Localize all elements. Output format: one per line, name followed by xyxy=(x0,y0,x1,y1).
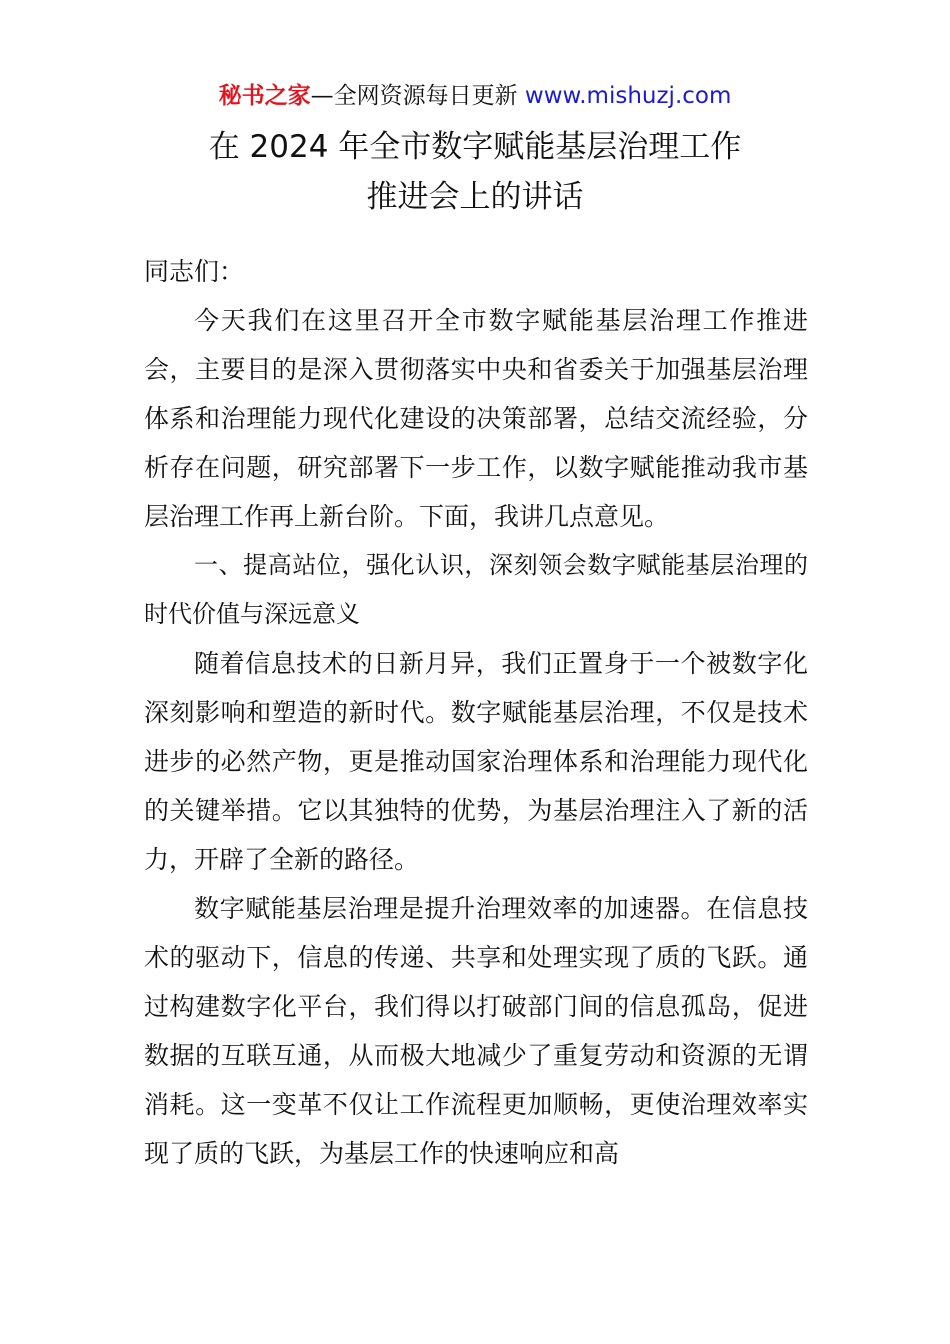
document-body xyxy=(144,247,808,1178)
salutation: 同志们： xyxy=(144,257,245,286)
document-title-line-1: 在 2024 年全市数字赋能基层治理工作 xyxy=(208,129,742,165)
document-title-line-2: 推进会上的讲话 xyxy=(366,179,584,215)
paragraph: 今天我们在这里召开全市数字赋能基层治理工作推进会，主要目的是深入贯彻落实中央和省委关于加强基层治理体系和治理能力现代化建设的决策部署，总结交流经验，分析存在问题，研究部署下一步工作，以数字赋能推动我市基层治理工作再上新台阶。下面，我讲几点意见。 xyxy=(144,306,808,531)
site-tagline: —全网资源每日更新 xyxy=(310,83,518,109)
paragraph: 数字赋能基层治理是提升治理效率的加速器。在信息技术的驱动下，信息的传递、共享和处理实现了质的飞跃。通过构建数字化平台，我们得以打破部门间的信息孤岛，促进数据的互联互通，从而极大地减少了重复劳动和资源的无谓消耗。这一变革不仅让工作流程更加顺畅，更使治理效率实现了质的飞跃，为基层工作的快速响应和高 xyxy=(144,894,808,1168)
site-brand: 秘书之家 xyxy=(218,83,311,109)
site-header xyxy=(0,80,950,112)
paragraph: 随着信息技术的日新月异，我们正置身于一个被数字化深刻影响和塑造的新时代。数字赋能基层治理，不仅是技术进步的必然产物，更是推动国家治理体系和治理能力现代化的关键举措。它以其独特的优势，为基层治理注入了新的活力，开辟了全新的路径。 xyxy=(144,649,808,874)
section-heading: 一、提高站位，强化认识，深刻领会数字赋能基层治理的时代价值与深远意义 xyxy=(144,551,808,628)
site-url-link[interactable]: www.mishuzj.com xyxy=(524,83,732,109)
